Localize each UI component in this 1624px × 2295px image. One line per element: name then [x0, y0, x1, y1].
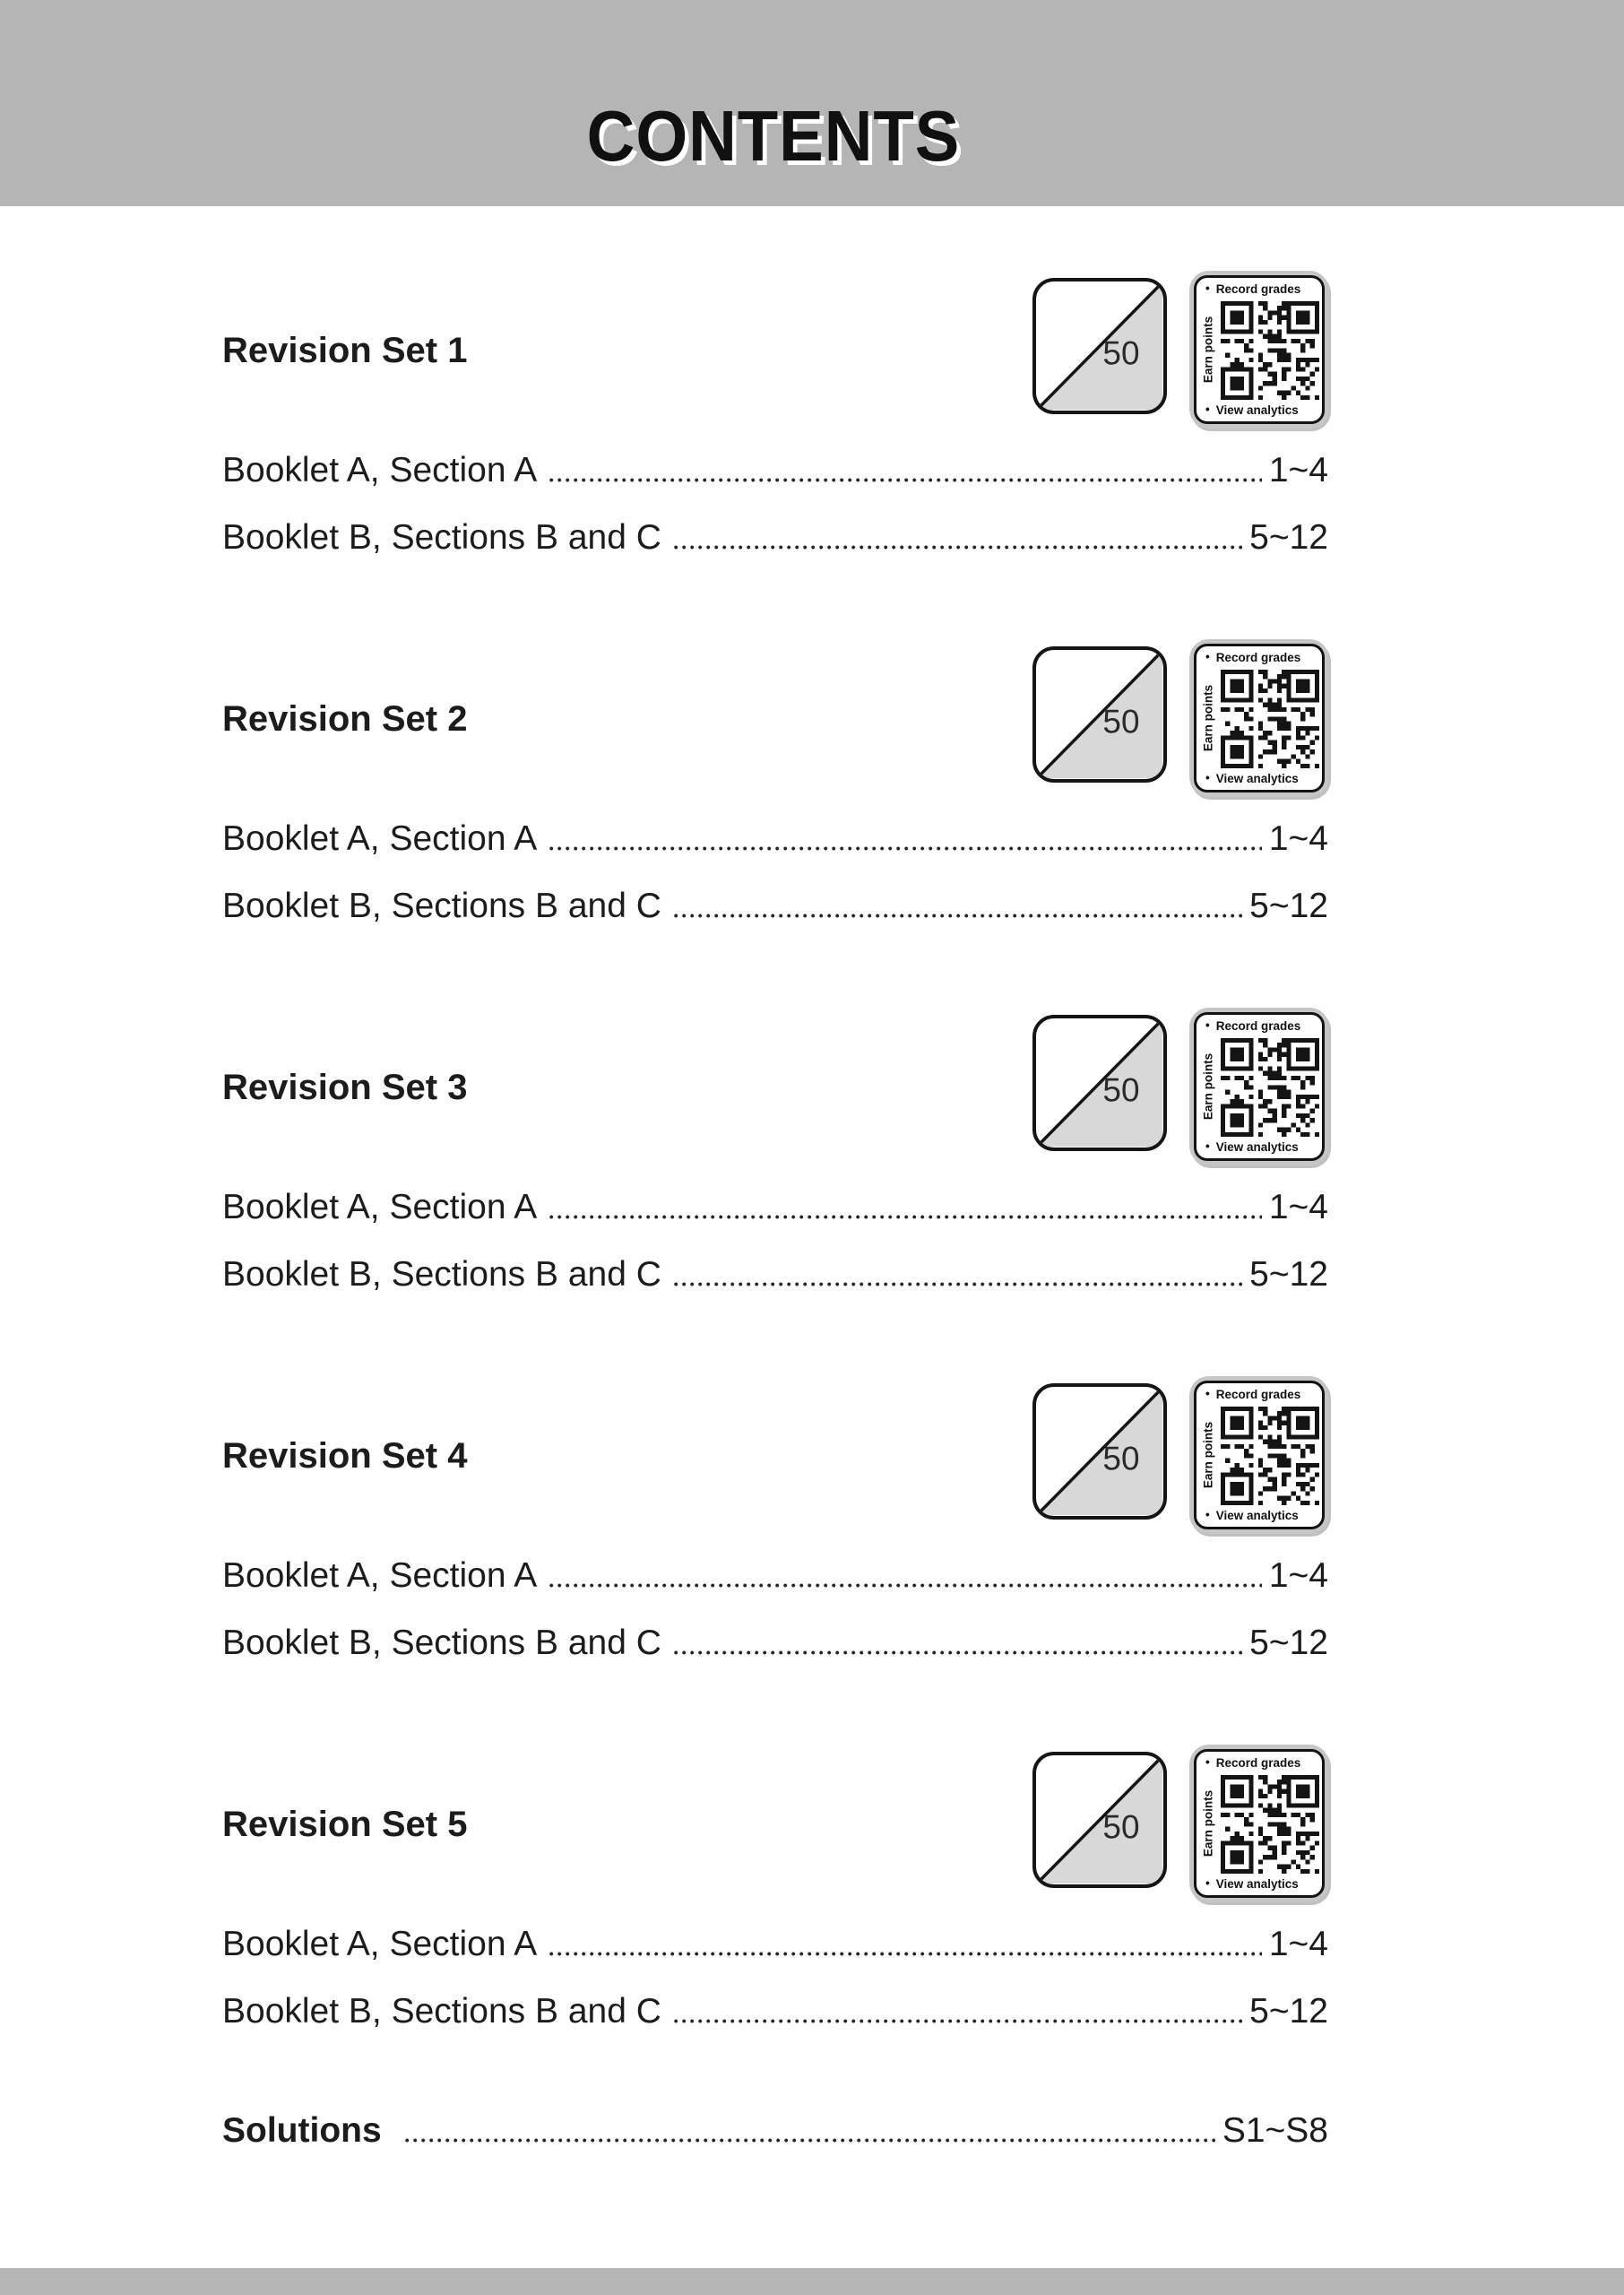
qr-left-label: Earn points: [1201, 684, 1215, 752]
score-value: 50: [1102, 1071, 1140, 1109]
bullet-icon: •: [1205, 281, 1210, 295]
toc-row-pages: 1~4: [1268, 451, 1328, 489]
dot-leader: [674, 1650, 1242, 1655]
score-value: 50: [1102, 334, 1140, 372]
toc-row-pages: 5~12: [1249, 518, 1328, 557]
score-box-icon: [1032, 278, 1167, 414]
qr-top-label: [1205, 1388, 1318, 1401]
dot-leader: [674, 914, 1242, 918]
toc-section: [0, 1725, 1624, 2093]
qr-bottom-text: View analytics: [1215, 1509, 1299, 1522]
bullet-icon: •: [1205, 1018, 1210, 1032]
section-title: Revision Set 3: [222, 1068, 468, 1107]
dot-leader: [674, 545, 1242, 550]
dot-leader: [549, 478, 1262, 482]
toc-row-pages: 1~4: [1268, 1925, 1328, 1963]
qr-badge-inner: [1194, 275, 1325, 424]
dot-leader: [674, 1282, 1242, 1286]
toc-section: [0, 988, 1624, 1356]
dot-leader: [674, 2019, 1242, 2023]
qr-top-label: [1205, 282, 1318, 296]
toc-row-label: Booklet A, Section A: [222, 1925, 538, 1963]
toc-row-pages: 5~12: [1249, 1992, 1328, 2031]
qr-left-label: Earn points: [1201, 1789, 1215, 1858]
qr-badge-inner: [1194, 644, 1325, 792]
score-value: 50: [1102, 703, 1140, 740]
qr-bottom-label: [1205, 1140, 1318, 1154]
qr-left-label: Earn points: [1201, 1421, 1215, 1489]
qr-bottom-label: [1205, 772, 1318, 785]
score-box-icon: [1032, 1383, 1167, 1520]
toc-row-pages: 1~4: [1268, 819, 1328, 858]
toc-section: [0, 251, 1624, 619]
qr-badge: [1189, 639, 1329, 797]
qr-badge: [1189, 1376, 1329, 1534]
toc-row-label: Booklet B, Sections B and C: [222, 887, 661, 925]
toc-row: [222, 1187, 1328, 1228]
toc-section: [0, 619, 1624, 988]
toc-row-pages: 5~12: [1249, 1255, 1328, 1294]
solutions-label: Solutions: [222, 2111, 382, 2150]
qr-bottom-text: View analytics: [1215, 1877, 1299, 1891]
toc-row-pages: 5~12: [1249, 887, 1328, 925]
solutions-pages: S1~S8: [1222, 2111, 1328, 2150]
toc-row-solutions: [222, 2110, 1328, 2152]
score-box-icon: [1032, 1015, 1167, 1151]
qr-bottom-label: [1205, 403, 1318, 417]
qr-code-icon: [1219, 670, 1321, 768]
qr-badge-inner: [1194, 1381, 1325, 1529]
toc-row-pages: 1~4: [1268, 1188, 1328, 1226]
qr-code-icon: [1219, 301, 1321, 400]
bullet-icon: •: [1205, 1387, 1210, 1400]
toc-row-label: Booklet A, Section A: [222, 1188, 538, 1226]
qr-top-label: [1205, 1019, 1318, 1033]
score-box-icon: [1032, 646, 1167, 783]
qr-top-text: Record grades: [1215, 1756, 1301, 1770]
section-title: Revision Set 5: [222, 1805, 468, 1844]
toc-row-label: Booklet B, Sections B and C: [222, 1992, 661, 2031]
section-title: Revision Set 2: [222, 699, 468, 739]
bullet-icon: •: [1205, 650, 1210, 663]
toc-row-pages: 5~12: [1249, 1624, 1328, 1662]
toc-row-label: Booklet B, Sections B and C: [222, 1255, 661, 1294]
qr-code-icon: [1219, 1407, 1321, 1505]
qr-top-label: [1205, 651, 1318, 664]
toc-row-label: Booklet B, Sections B and C: [222, 1624, 661, 1662]
toc-row: [222, 1991, 1328, 2032]
diagonal-triangle-icon: [1036, 650, 1163, 779]
qr-bottom-text: View analytics: [1215, 772, 1299, 785]
qr-left-label: Earn points: [1201, 316, 1215, 384]
toc-row-label: Booklet B, Sections B and C: [222, 518, 661, 557]
qr-bottom-label: [1205, 1877, 1318, 1891]
qr-left-label: Earn points: [1201, 1052, 1215, 1121]
toc-row: [222, 818, 1328, 860]
bullet-icon: •: [1205, 1508, 1210, 1521]
dot-leader: [549, 1583, 1262, 1588]
toc-row: [222, 450, 1328, 491]
toc-row-label: Booklet A, Section A: [222, 819, 538, 858]
qr-code-icon: [1219, 1038, 1321, 1137]
toc-row: [222, 1254, 1328, 1295]
qr-top-text: Record grades: [1215, 1019, 1301, 1033]
diagonal-triangle-icon: [1036, 1755, 1163, 1884]
bullet-icon: •: [1205, 1755, 1210, 1769]
qr-code-icon: [1219, 1775, 1321, 1874]
qr-top-text: Record grades: [1215, 282, 1301, 296]
diagonal-triangle-icon: [1036, 1387, 1163, 1516]
bullet-icon: •: [1205, 1139, 1210, 1153]
qr-bottom-label: [1205, 1509, 1318, 1522]
dot-leader: [405, 2138, 1215, 2143]
toc-row: [222, 1555, 1328, 1597]
bullet-icon: •: [1205, 403, 1210, 416]
score-box-icon: [1032, 1752, 1167, 1888]
qr-badge: [1189, 271, 1329, 429]
page-title: CONTENTS: [586, 96, 961, 176]
toc-row: [222, 517, 1328, 559]
score-value: 50: [1102, 1440, 1140, 1477]
qr-top-text: Record grades: [1215, 651, 1301, 664]
bullet-icon: •: [1205, 1876, 1210, 1890]
toc-row: [222, 1924, 1328, 1965]
footer-band: [0, 2268, 1624, 2295]
qr-badge-inner: [1194, 1749, 1325, 1898]
section-title: Revision Set 4: [222, 1436, 468, 1476]
section-title: Revision Set 1: [222, 331, 468, 370]
qr-top-text: Record grades: [1215, 1388, 1301, 1401]
qr-top-label: [1205, 1756, 1318, 1770]
qr-badge: [1189, 1745, 1329, 1902]
score-value: 50: [1102, 1808, 1140, 1846]
qr-badge-inner: [1194, 1012, 1325, 1161]
qr-bottom-text: View analytics: [1215, 1140, 1299, 1154]
qr-bottom-text: View analytics: [1215, 403, 1299, 417]
toc-row-label: Booklet A, Section A: [222, 1556, 538, 1595]
dot-leader: [549, 1952, 1262, 1956]
diagonal-triangle-icon: [1036, 1018, 1163, 1148]
toc-section: [0, 1356, 1624, 1725]
toc-row-label: Booklet A, Section A: [222, 451, 538, 489]
dot-leader: [549, 846, 1262, 851]
toc-row: [222, 886, 1328, 927]
toc-row: [222, 1623, 1328, 1664]
toc-row-pages: 1~4: [1268, 1556, 1328, 1595]
diagonal-triangle-icon: [1036, 281, 1163, 411]
dot-leader: [549, 1215, 1262, 1219]
bullet-icon: •: [1205, 771, 1210, 784]
qr-badge: [1189, 1008, 1329, 1165]
